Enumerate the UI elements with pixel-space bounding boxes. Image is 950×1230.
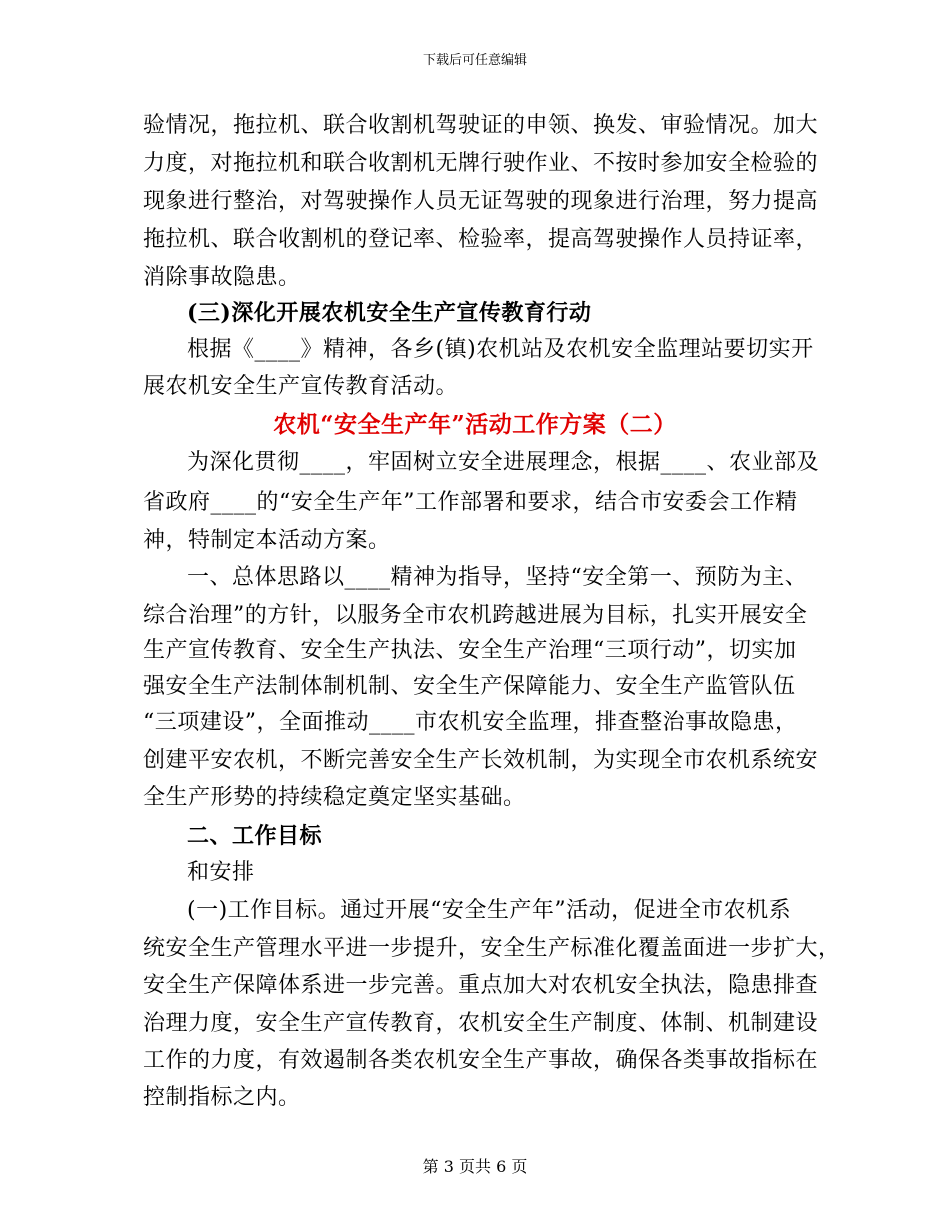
paragraph-line: 强安全生产法制体制机制、安全生产保障能力、安全生产监管队伍: [143, 674, 796, 699]
paragraph-line: “三项建设”，全面推动____市农机安全监理，排查整治事故隐患，: [143, 710, 798, 735]
paragraph-line: 综合治理”的方针，以服务全市农机跨越进展为目标，扎实开展安全: [143, 603, 808, 628]
paragraph-line: 神，特制定本活动方案。: [143, 528, 391, 553]
paragraph-line: 治理力度，安全生产宣传教育，农机安全生产制度、体制、机制建设: [143, 1011, 819, 1036]
paragraph-line: 展农机安全生产宣传教育活动。: [143, 374, 459, 399]
paragraph-line: 统安全生产管理水平进一步提升，安全生产标准化覆盖面进一步扩大，: [143, 936, 841, 961]
paragraph-line: 工作的力度，有效遏制各类农机安全生产事故，确保各类事故指标在: [143, 1048, 819, 1073]
paragraph-line: 生产宣传教育、安全生产执法、安全生产治理“三项行动”，切实加: [143, 638, 797, 663]
paragraph-line: 为深化贯彻____，牢固树立安全进展理念，根据____、农业部及: [187, 450, 820, 475]
paragraph-line: 现象进行整治，对驾驶操作人员无证驾驶的现象进行治理，努力提高: [143, 189, 819, 214]
paragraph-line: 一、总体思路以____精神为指导，坚持“安全第一、预防为主、: [187, 565, 808, 590]
paragraph-line: 控制指标之内。: [143, 1085, 301, 1110]
paragraph-line: 安全生产保障体系进一步完善。重点加大对农机安全执法，隐患排查: [143, 973, 819, 998]
paragraph-line: (一)工作目标。通过开展“安全生产年”活动，促进全市农机系: [187, 898, 792, 923]
page-footer: 第 3 页共 6 页: [422, 1157, 528, 1176]
paragraph-line: 创建平安农机，不断完善安全生产长效机制，为实现全市农机系统安: [143, 748, 819, 773]
section-heading-2: 二、工作目标: [187, 823, 323, 849]
paragraph-line: 验情况，拖拉机、联合收割机驾驶证的申领、换发、审验情况。加大: [143, 113, 819, 138]
section-heading-3: (三)深化开展农机安全生产宣传教育行动: [187, 300, 592, 326]
paragraph-line: 省政府____的“安全生产年”工作部署和要求，结合市安委会工作精: [143, 490, 798, 515]
paragraph-line: 消除事故隐患。: [143, 265, 301, 290]
paragraph-line: 力度，对拖拉机和联合收割机无牌行驶作业、不按时参加安全检验的: [143, 151, 819, 176]
document-title: 农机“安全生产年”活动工作方案（二）: [273, 411, 677, 438]
paragraph-line: 拖拉机、联合收割机的登记率、检验率，提高驾驶操作人员持证率，: [143, 227, 819, 252]
paragraph-line: 和安排: [187, 860, 255, 885]
paragraph-line: 根据《____》精神，各乡(镇)农机站及农机安全监理站要切实开: [187, 337, 814, 362]
page-header: 下载后可任意编辑: [422, 53, 527, 68]
paragraph-line: 全生产形势的持续稳定奠定坚实基础。: [143, 785, 526, 810]
